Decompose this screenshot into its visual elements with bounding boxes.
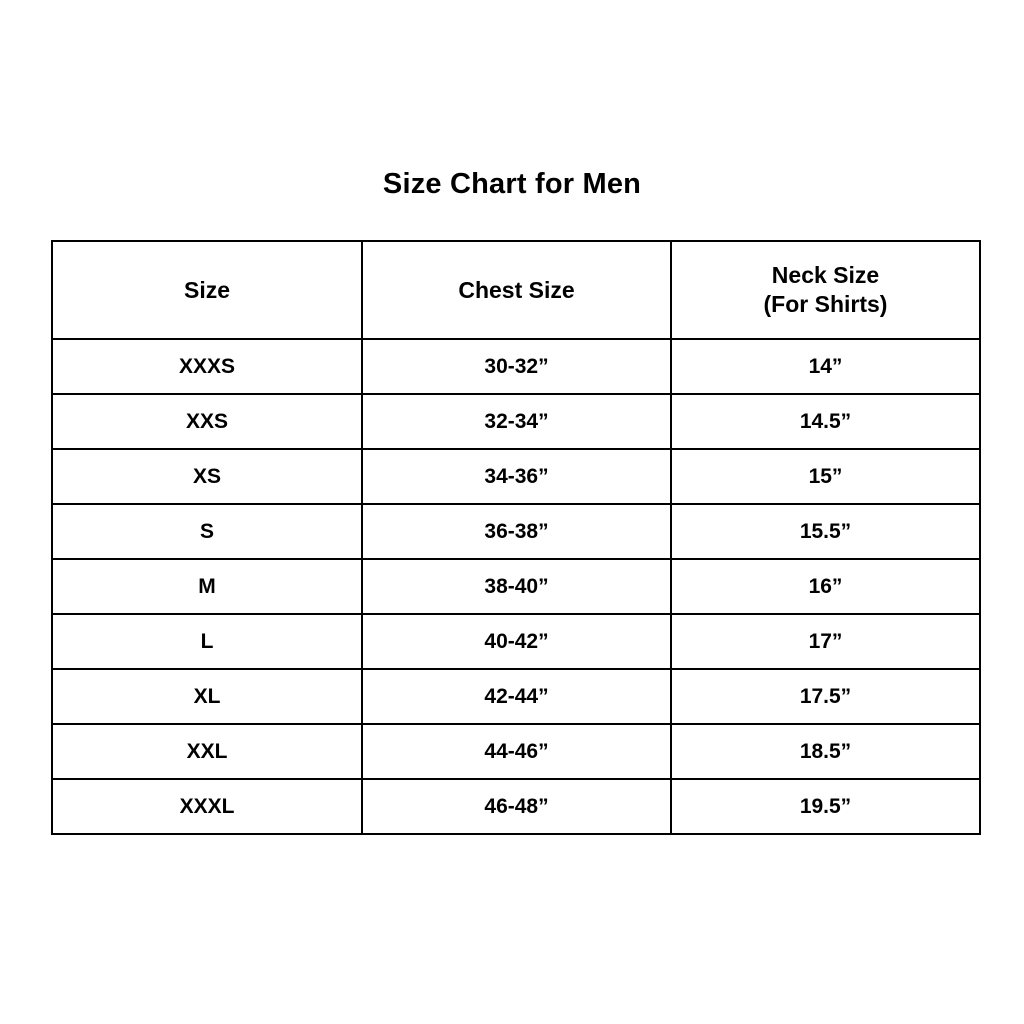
cell-neck: 14” — [671, 339, 980, 394]
cell-chest: 46-48” — [362, 779, 671, 834]
cell-chest: 42-44” — [362, 669, 671, 724]
table-row — [52, 724, 980, 779]
cell-chest: 40-42” — [362, 614, 671, 669]
table-row — [52, 669, 980, 724]
cell-neck: 15” — [671, 449, 980, 504]
table-header — [52, 241, 980, 339]
cell-chest: 38-40” — [362, 559, 671, 614]
cell-size: XXXS — [52, 339, 362, 394]
table-row — [52, 449, 980, 504]
page-title: Size Chart for Men — [382, 168, 642, 200]
table-row — [52, 394, 980, 449]
cell-neck: 17” — [671, 614, 980, 669]
cell-size: L — [52, 614, 362, 669]
cell-chest: 32-34” — [362, 394, 671, 449]
cell-chest: 30-32” — [362, 339, 671, 394]
column-header-size: Size — [52, 241, 362, 339]
cell-size: XS — [52, 449, 362, 504]
table-row — [52, 779, 980, 834]
cell-size: XXL — [52, 724, 362, 779]
cell-neck: 19.5” — [671, 779, 980, 834]
cell-size: XXXL — [52, 779, 362, 834]
cell-neck: 16” — [671, 559, 980, 614]
column-header-chest-size: Chest Size — [362, 241, 671, 339]
table-body — [52, 339, 980, 834]
cell-chest: 34-36” — [362, 449, 671, 504]
table-row — [52, 614, 980, 669]
table-header-row — [52, 241, 980, 339]
table-row — [52, 559, 980, 614]
column-header-neck-size-line1: Neck Size — [771, 262, 880, 289]
size-chart-table — [51, 240, 981, 835]
cell-neck: 17.5” — [671, 669, 980, 724]
table-row — [52, 504, 980, 559]
cell-size: M — [52, 559, 362, 614]
cell-size: XL — [52, 669, 362, 724]
cell-neck: 14.5” — [671, 394, 980, 449]
cell-neck: 15.5” — [671, 504, 980, 559]
cell-size: XXS — [52, 394, 362, 449]
cell-chest: 36-38” — [362, 504, 671, 559]
cell-size: S — [52, 504, 362, 559]
table-row — [52, 339, 980, 394]
column-header-neck-size — [671, 241, 980, 339]
cell-neck: 18.5” — [671, 724, 980, 779]
column-header-neck-size-line2: (For Shirts) — [763, 291, 888, 317]
cell-chest: 44-46” — [362, 724, 671, 779]
